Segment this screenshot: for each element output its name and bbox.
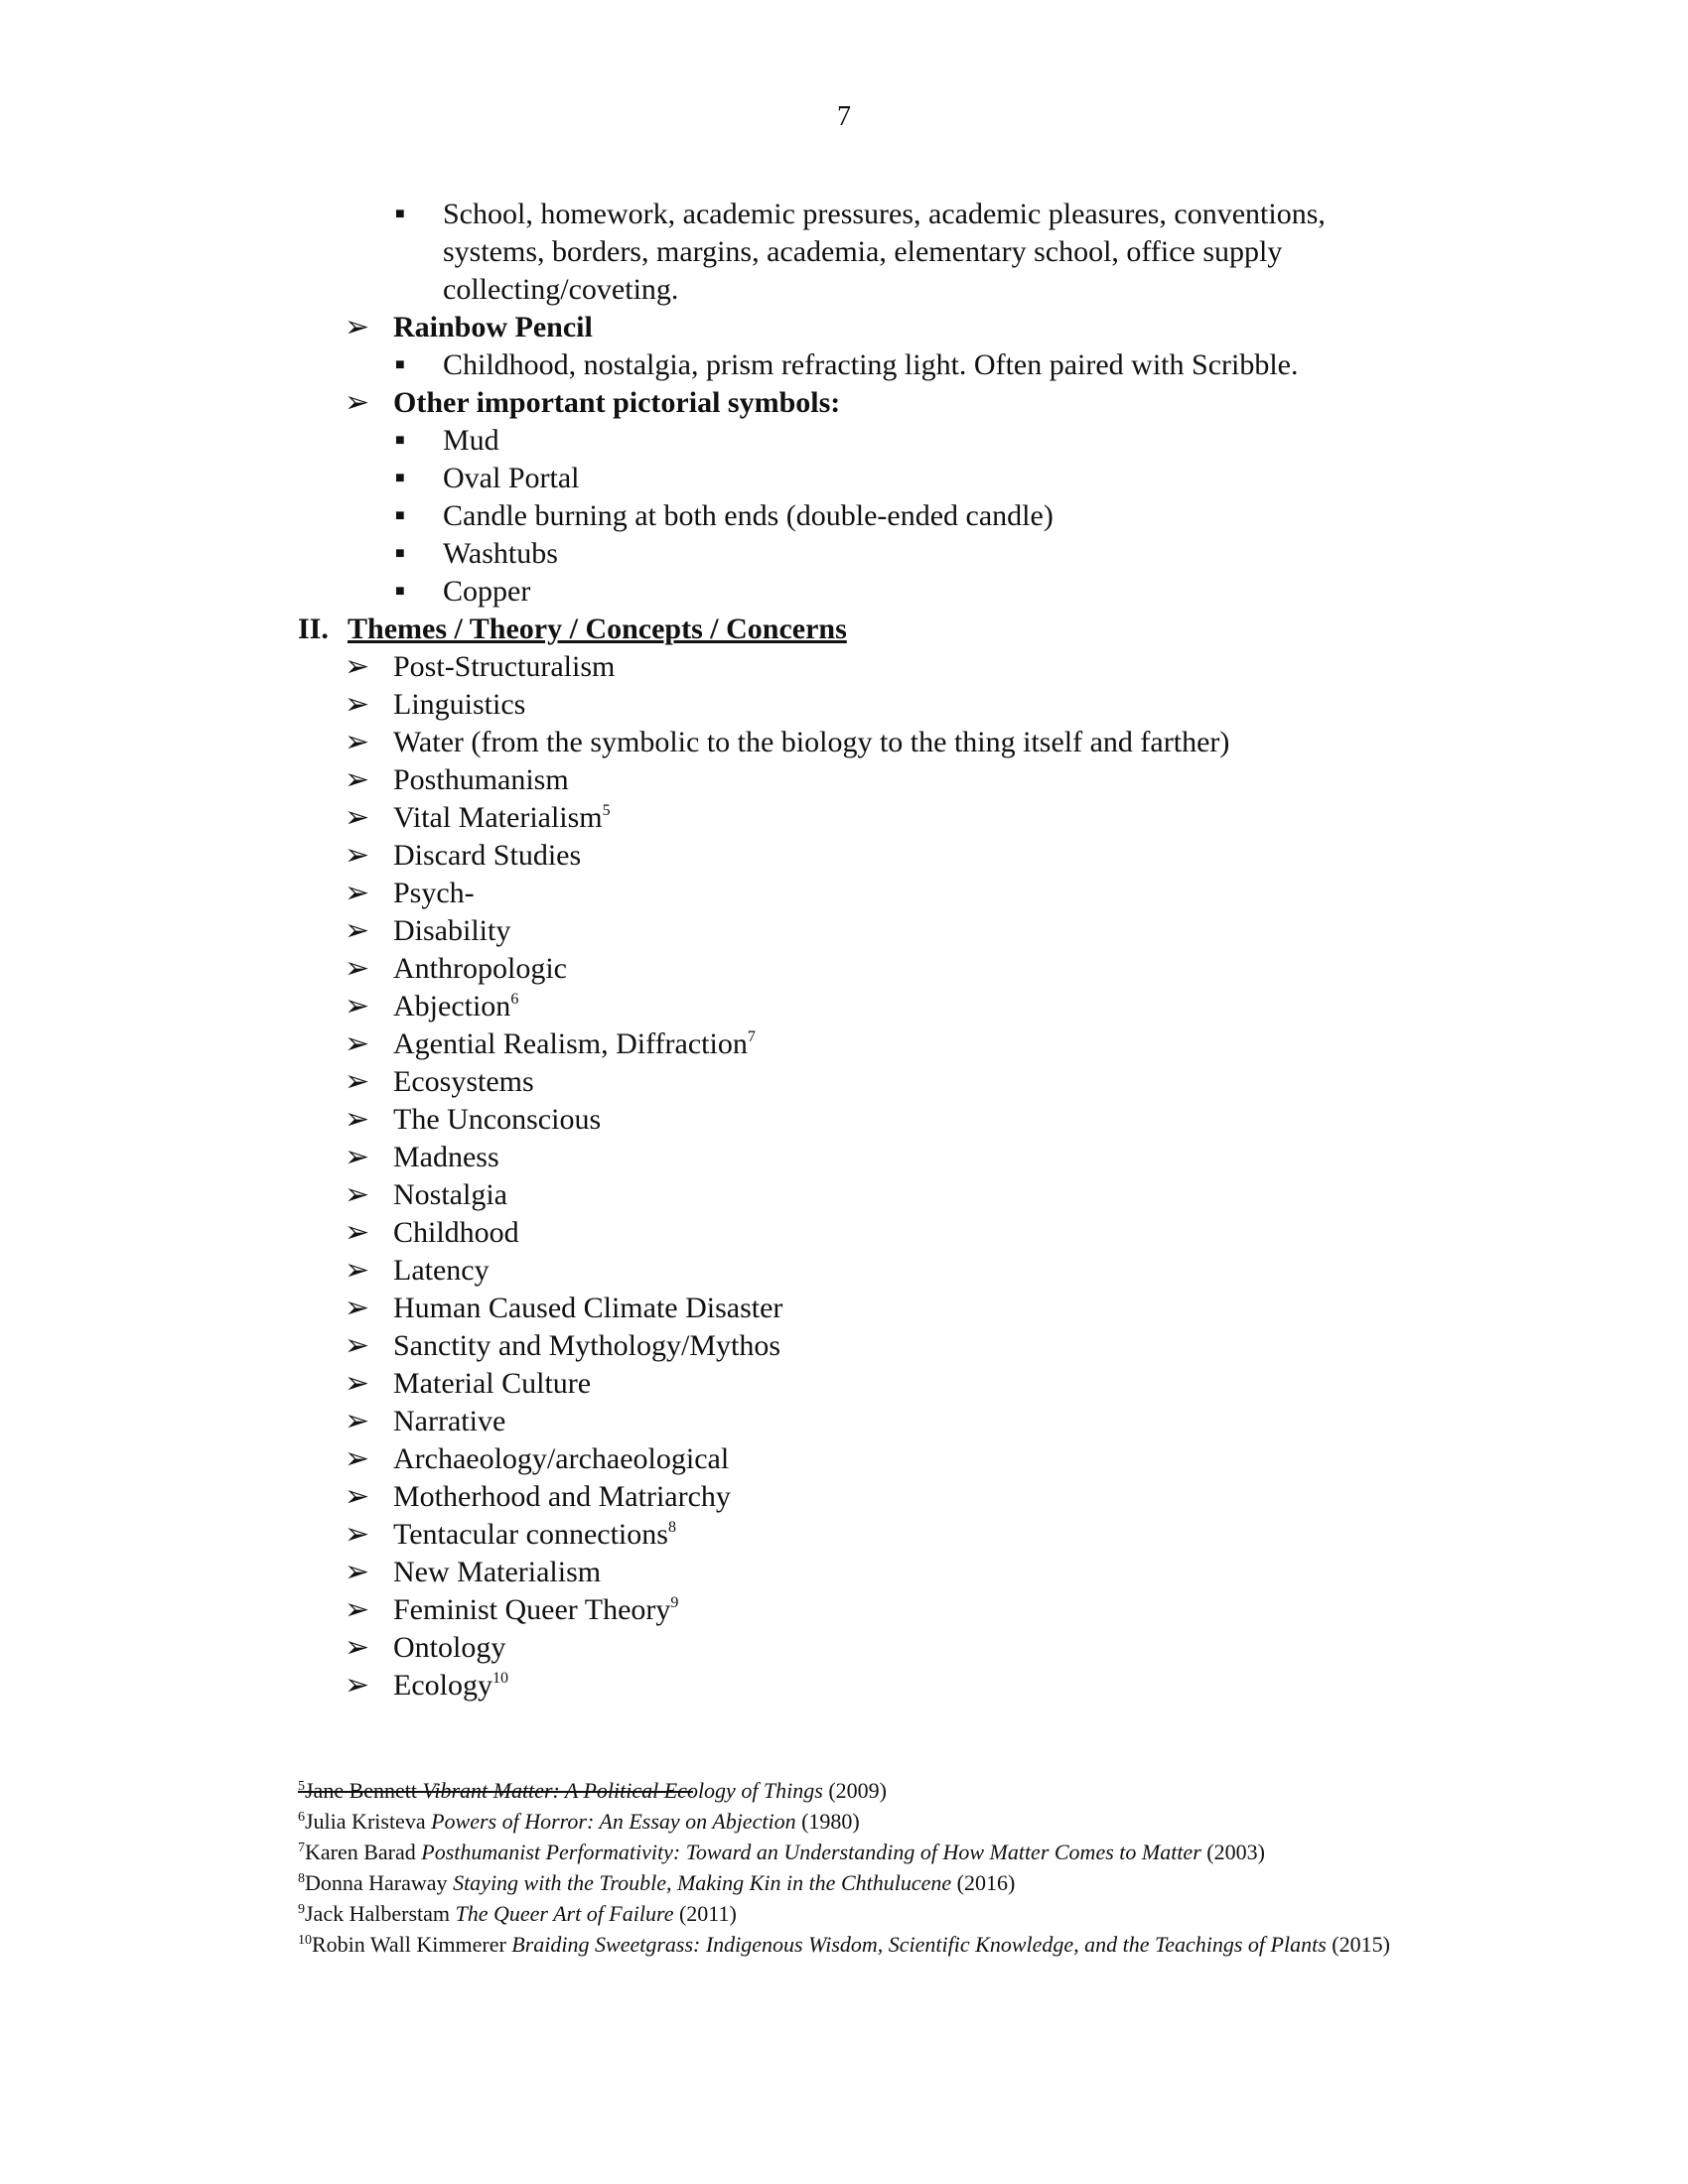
theme-text: Linguistics bbox=[393, 688, 526, 721]
footnote-author: Jane Bennett bbox=[305, 1778, 418, 1803]
footnote-title: Posthumanist Performativity: Toward an Understanding of How Matter Comes to Matter bbox=[421, 1840, 1201, 1864]
square-bullet-icon: ■ bbox=[395, 205, 405, 222]
footnote bbox=[298, 1867, 1015, 1898]
footnote-title: Vibrant Matter: A Political Ecology of Things bbox=[422, 1778, 823, 1803]
footnote-year: (2015) bbox=[1332, 1932, 1390, 1957]
footnote-marker: 9 bbox=[670, 1594, 679, 1611]
theme-item bbox=[393, 1290, 782, 1327]
theme-text: The Unconscious bbox=[393, 1103, 602, 1136]
theme-text: Discard Studies bbox=[393, 839, 582, 872]
list-item-line: School, homework, academic pressures, academic pleasures, conventions, bbox=[443, 198, 1326, 230]
footnote-marker: 6 bbox=[510, 991, 519, 1008]
theme-item bbox=[393, 1176, 507, 1214]
square-bullet-icon: ■ bbox=[395, 432, 405, 449]
theme-item bbox=[393, 1667, 508, 1705]
theme-text: Ecosystems bbox=[393, 1065, 534, 1098]
footnote-author: Robin Wall Kimmerer bbox=[312, 1932, 506, 1957]
footnote-year: (2011) bbox=[678, 1901, 737, 1926]
footnote-title: Braiding Sweetgrass: Indigenous Wisdom, Scientific Knowledge, and the Teachings of Plants bbox=[511, 1932, 1327, 1957]
arrow-bullet-icon: ➢ bbox=[345, 1593, 370, 1626]
arrow-bullet-icon: ➢ bbox=[345, 914, 370, 947]
arrow-bullet-icon: ➢ bbox=[345, 952, 370, 985]
square-bullet-icon: ■ bbox=[395, 507, 405, 524]
arrow-bullet-icon: ➢ bbox=[345, 1367, 370, 1400]
arrow-bullet-icon: ➢ bbox=[345, 650, 370, 683]
footnote-number: 8 bbox=[298, 1871, 305, 1886]
theme-text: Human Caused Climate Disaster bbox=[393, 1292, 783, 1324]
arrow-bullet-icon: ➢ bbox=[345, 1405, 370, 1437]
theme-item bbox=[393, 1252, 490, 1290]
section-heading: Themes / Theory / Concepts / Concerns bbox=[348, 613, 847, 645]
theme-text: Nostalgia bbox=[393, 1178, 507, 1211]
theme-text: Sanctity and Mythology/Mythos bbox=[393, 1329, 780, 1362]
square-bullet-icon: ■ bbox=[395, 470, 405, 486]
list-item-line: collecting/coveting. bbox=[443, 273, 679, 306]
footnote-year: (2009) bbox=[828, 1778, 887, 1803]
arrow-bullet-icon: ➢ bbox=[345, 839, 370, 872]
theme-item bbox=[393, 1403, 505, 1440]
list-item: Candle burning at both ends (double-ended candle) bbox=[443, 499, 1054, 532]
theme-text: Post-Structuralism bbox=[393, 650, 616, 683]
arrow-bullet-icon: ➢ bbox=[345, 1556, 370, 1588]
symbol-title: Other important pictorial symbols: bbox=[393, 386, 841, 419]
arrow-bullet-icon: ➢ bbox=[345, 1669, 370, 1702]
arrow-bullet-icon: ➢ bbox=[345, 990, 370, 1023]
arrow-bullet-icon: ➢ bbox=[345, 1292, 370, 1324]
theme-item bbox=[393, 1629, 505, 1667]
page-number: 7 bbox=[837, 101, 851, 132]
footnote-number: 7 bbox=[298, 1841, 305, 1855]
list-item: Oval Portal bbox=[443, 462, 580, 494]
footnote bbox=[298, 1837, 1265, 1867]
arrow-bullet-icon: ➢ bbox=[345, 386, 370, 419]
theme-text: Vital Materialism bbox=[393, 801, 603, 834]
arrow-bullet-icon: ➢ bbox=[345, 1329, 370, 1362]
theme-item bbox=[393, 912, 510, 950]
theme-text: Posthumanism bbox=[393, 763, 569, 796]
list-item: Washtubs bbox=[443, 537, 558, 570]
theme-item bbox=[393, 724, 1229, 761]
theme-item bbox=[393, 1101, 601, 1139]
theme-text: Feminist Queer Theory bbox=[393, 1593, 671, 1626]
theme-text: Tentacular connections bbox=[393, 1518, 668, 1551]
theme-item bbox=[393, 1327, 780, 1365]
theme-item bbox=[393, 1591, 678, 1629]
theme-text: Anthropologic bbox=[393, 952, 567, 985]
theme-text: Narrative bbox=[393, 1405, 506, 1437]
footnote-title: Powers of Horror: An Essay on Abjection bbox=[431, 1809, 796, 1834]
theme-text: Ecology bbox=[393, 1669, 492, 1702]
list-item: Copper bbox=[443, 575, 531, 608]
arrow-bullet-icon: ➢ bbox=[345, 726, 370, 758]
theme-item bbox=[393, 1139, 499, 1176]
arrow-bullet-icon: ➢ bbox=[345, 1254, 370, 1287]
arrow-bullet-icon: ➢ bbox=[345, 1141, 370, 1173]
arrow-bullet-icon: ➢ bbox=[345, 688, 370, 721]
theme-item bbox=[393, 686, 525, 724]
theme-item bbox=[393, 1440, 729, 1478]
symbol-title: Rainbow Pencil bbox=[393, 311, 593, 343]
theme-text: Childhood bbox=[393, 1216, 519, 1249]
arrow-bullet-icon: ➢ bbox=[345, 1103, 370, 1136]
footnote-number: 9 bbox=[298, 1902, 305, 1917]
footnote-author: Donna Haraway bbox=[305, 1870, 448, 1895]
theme-item bbox=[393, 1025, 756, 1063]
footnote bbox=[298, 1898, 737, 1929]
footnote-author: Julia Kristeva bbox=[305, 1809, 426, 1834]
arrow-bullet-icon: ➢ bbox=[345, 763, 370, 796]
theme-item bbox=[393, 837, 581, 875]
arrow-bullet-icon: ➢ bbox=[345, 1216, 370, 1249]
list-item-line: systems, borders, margins, academia, elementary school, office supply bbox=[443, 235, 1283, 268]
footnote-year: (2003) bbox=[1206, 1840, 1265, 1864]
list-item: Childhood, nostalgia, prism refracting light. Often paired with Scribble. bbox=[443, 348, 1299, 381]
theme-text: New Materialism bbox=[393, 1556, 602, 1588]
theme-item bbox=[393, 950, 567, 988]
theme-text: Latency bbox=[393, 1254, 490, 1287]
theme-item bbox=[393, 1554, 601, 1591]
theme-item bbox=[393, 988, 518, 1025]
footnote-number: 6 bbox=[298, 1810, 305, 1825]
arrow-bullet-icon: ➢ bbox=[345, 1065, 370, 1098]
footnote-marker: 10 bbox=[492, 1670, 508, 1687]
theme-text: Archaeology/archaeological bbox=[393, 1442, 730, 1475]
arrow-bullet-icon: ➢ bbox=[345, 311, 370, 343]
arrow-bullet-icon: ➢ bbox=[345, 1518, 370, 1551]
list-item: Mud bbox=[443, 424, 499, 457]
theme-text: Madness bbox=[393, 1141, 499, 1173]
theme-text: Abjection bbox=[393, 990, 511, 1023]
theme-item bbox=[393, 1365, 591, 1403]
footnote-number: 10 bbox=[298, 1933, 312, 1948]
theme-text: Agential Realism, Diffraction bbox=[393, 1027, 748, 1060]
footnote-title: Staying with the Trouble, Making Kin in the Chthulucene bbox=[453, 1870, 952, 1895]
footnote-year: (1980) bbox=[801, 1809, 860, 1834]
theme-text: Psych- bbox=[393, 877, 475, 909]
square-bullet-icon: ■ bbox=[395, 545, 405, 562]
arrow-bullet-icon: ➢ bbox=[345, 1480, 370, 1513]
footnote-marker: 7 bbox=[747, 1028, 756, 1045]
square-bullet-icon: ■ bbox=[395, 583, 405, 600]
theme-item bbox=[393, 648, 615, 686]
footnote-author: Jack Halberstam bbox=[305, 1901, 450, 1926]
theme-text: Ontology bbox=[393, 1631, 506, 1664]
square-bullet-icon: ■ bbox=[395, 356, 405, 373]
footnote-number: 5 bbox=[298, 1779, 305, 1794]
footnote-marker: 8 bbox=[667, 1519, 676, 1536]
theme-item bbox=[393, 1478, 731, 1516]
footnote-author: Karen Barad bbox=[305, 1840, 416, 1864]
footnote-title: The Queer Art of Failure bbox=[455, 1901, 674, 1926]
footnote bbox=[298, 1806, 860, 1837]
footnote bbox=[298, 1929, 1390, 1960]
footnote bbox=[298, 1775, 887, 1806]
arrow-bullet-icon: ➢ bbox=[345, 801, 370, 834]
theme-item bbox=[393, 799, 611, 837]
theme-item bbox=[393, 1516, 676, 1554]
arrow-bullet-icon: ➢ bbox=[345, 1631, 370, 1664]
arrow-bullet-icon: ➢ bbox=[345, 877, 370, 909]
theme-text: Water (from the symbolic to the biology to the thing itself and farther) bbox=[393, 726, 1230, 758]
section-numeral: II. bbox=[298, 613, 329, 645]
theme-item bbox=[393, 1214, 519, 1252]
theme-text: Motherhood and Matriarchy bbox=[393, 1480, 731, 1513]
footnote-year: (2016) bbox=[956, 1870, 1016, 1895]
footnote-marker: 5 bbox=[602, 802, 611, 819]
theme-text: Material Culture bbox=[393, 1367, 592, 1400]
theme-text: Disability bbox=[393, 914, 511, 947]
theme-item bbox=[393, 1063, 534, 1101]
theme-item bbox=[393, 761, 569, 799]
arrow-bullet-icon: ➢ bbox=[345, 1442, 370, 1475]
arrow-bullet-icon: ➢ bbox=[345, 1027, 370, 1060]
theme-item bbox=[393, 875, 475, 912]
arrow-bullet-icon: ➢ bbox=[345, 1178, 370, 1211]
